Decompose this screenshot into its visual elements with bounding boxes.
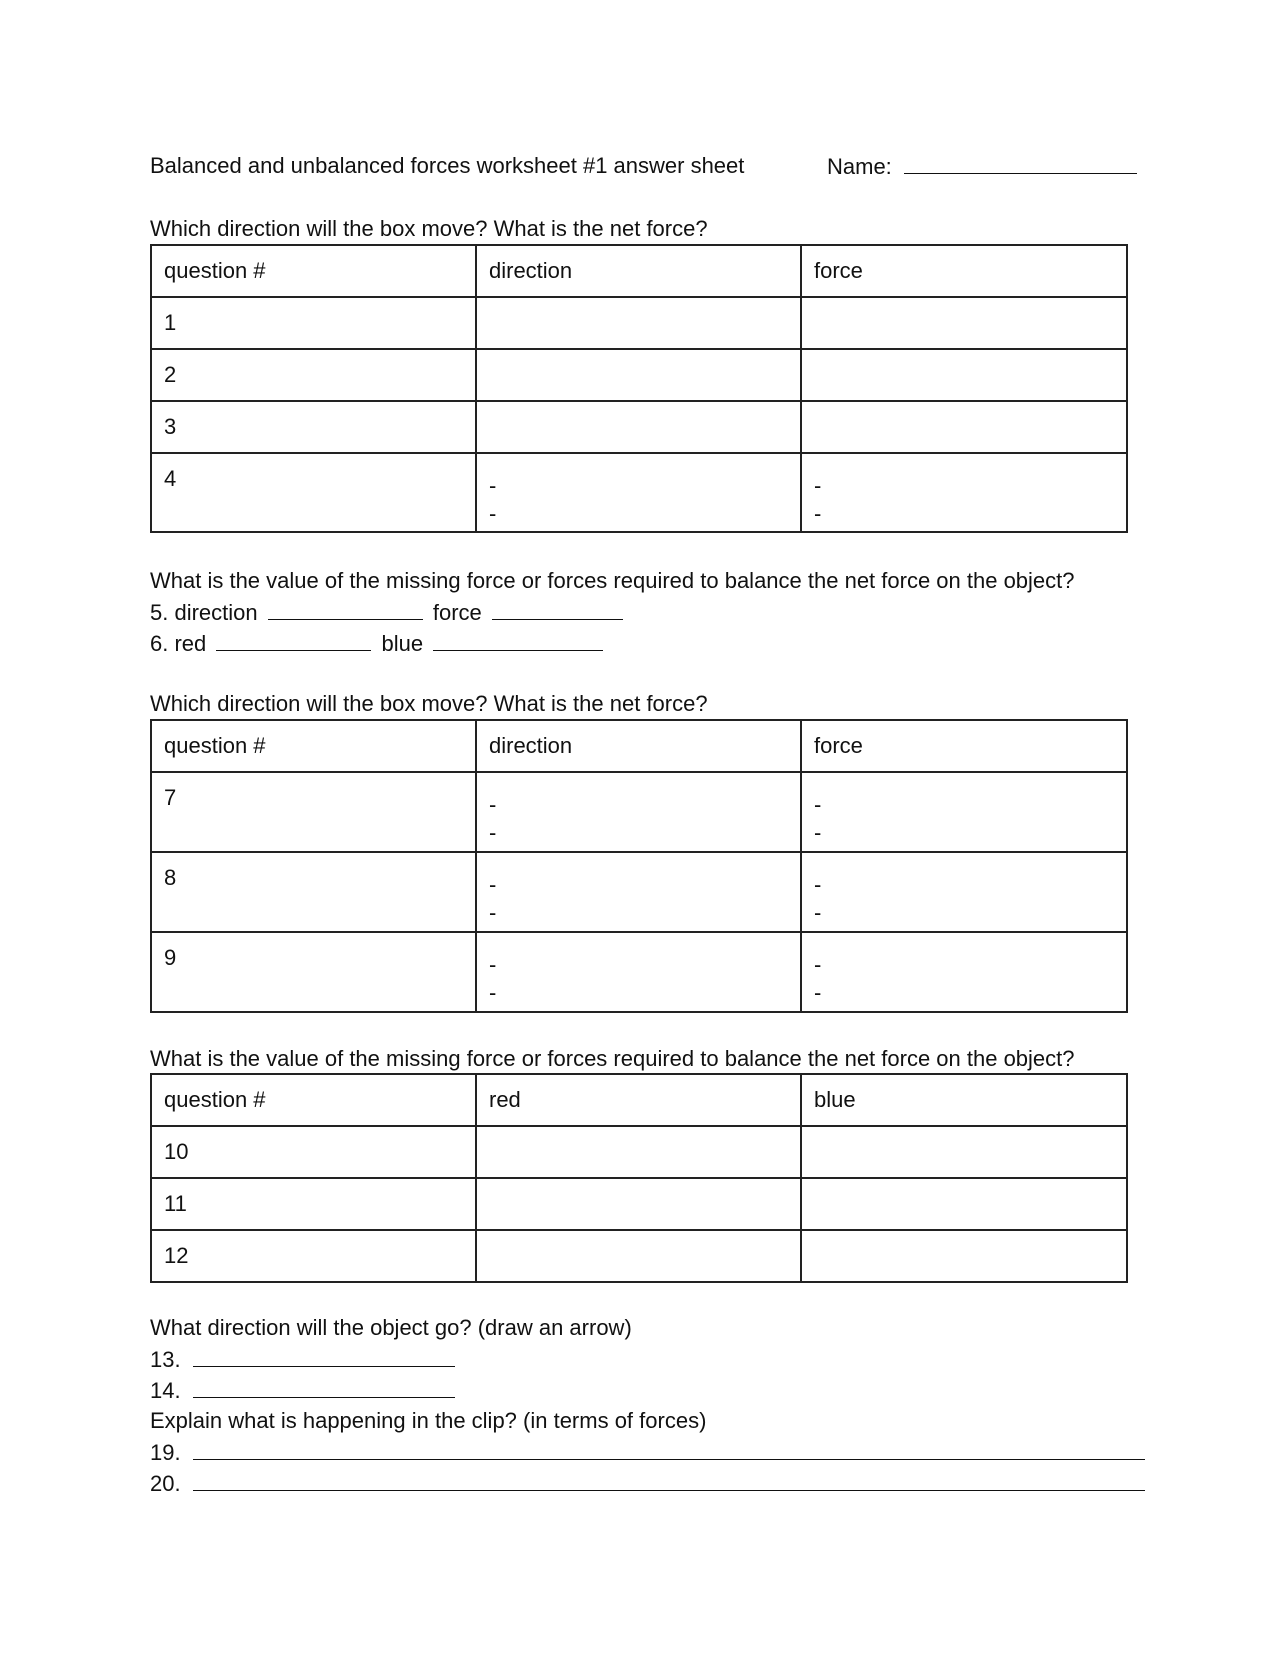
force-answer-cell[interactable] bbox=[801, 852, 1127, 932]
worksheet-title: Balanced and unbalanced forces worksheet #1 answer sheet bbox=[150, 153, 745, 178]
q5-force-blank[interactable] bbox=[492, 601, 623, 620]
name-blank[interactable] bbox=[904, 155, 1137, 174]
direction-answer-cell[interactable] bbox=[476, 772, 801, 852]
table-row bbox=[151, 401, 1127, 453]
q20-line bbox=[150, 1472, 1145, 1495]
force-answer-cell[interactable] bbox=[801, 349, 1127, 401]
q13-line bbox=[150, 1348, 455, 1371]
question-number: 11 bbox=[151, 1178, 476, 1230]
force-answer-cell[interactable] bbox=[801, 932, 1127, 1012]
q6-label: 6. red bbox=[150, 631, 207, 656]
question-number: 1 bbox=[151, 297, 476, 349]
force-answer-cell[interactable] bbox=[801, 297, 1127, 349]
q6-red-blank[interactable] bbox=[216, 632, 371, 651]
force-answer-cell[interactable] bbox=[801, 401, 1127, 453]
section5-prompt: What direction will the object go? (draw an arrow) bbox=[150, 1315, 632, 1340]
table-row bbox=[151, 349, 1127, 401]
missing-force-table bbox=[150, 1073, 1128, 1283]
dash-mark: - bbox=[489, 501, 497, 526]
table-header-row bbox=[151, 245, 1127, 297]
q19-line bbox=[150, 1441, 1145, 1464]
direction-answer-cell[interactable] bbox=[476, 453, 801, 532]
red-answer-cell[interactable] bbox=[476, 1126, 801, 1178]
header-question: question # bbox=[151, 245, 476, 297]
q6-blue-blank[interactable] bbox=[433, 632, 603, 651]
dash-mark: - bbox=[489, 900, 497, 925]
force-answer-cell[interactable] bbox=[801, 772, 1127, 852]
net-force-table-1 bbox=[150, 244, 1128, 533]
dash-mark: - bbox=[814, 820, 822, 845]
q20-blank[interactable] bbox=[193, 1472, 1145, 1491]
q5-force-label: force bbox=[432, 600, 482, 625]
header-question: question # bbox=[151, 1074, 476, 1126]
table-row bbox=[151, 1178, 1127, 1230]
blue-answer-cell[interactable] bbox=[801, 1126, 1127, 1178]
section6-prompt: Explain what is happening in the clip? (in terms of forces) bbox=[150, 1408, 707, 1433]
dash-mark: - bbox=[814, 501, 822, 526]
question-number: 4 bbox=[151, 453, 476, 532]
dash-mark: - bbox=[814, 980, 822, 1005]
section3-prompt: Which direction will the box move? What is the net force? bbox=[150, 691, 708, 716]
section2-prompt: What is the value of the missing force or forces required to balance the net force on the object? bbox=[150, 568, 1075, 593]
q19-label: 19. bbox=[150, 1440, 181, 1465]
table-row bbox=[151, 1126, 1127, 1178]
question-number: 2 bbox=[151, 349, 476, 401]
q13-label: 13. bbox=[150, 1347, 181, 1372]
q13-blank[interactable] bbox=[193, 1348, 455, 1367]
dash-mark: - bbox=[489, 473, 497, 498]
table-row bbox=[151, 932, 1127, 1012]
direction-answer-cell[interactable] bbox=[476, 401, 801, 453]
name-label: Name: bbox=[827, 154, 892, 179]
direction-answer-cell[interactable] bbox=[476, 852, 801, 932]
header-red: red bbox=[476, 1074, 801, 1126]
direction-answer-cell[interactable] bbox=[476, 349, 801, 401]
dash-mark: - bbox=[489, 792, 497, 817]
q14-label: 14. bbox=[150, 1378, 181, 1403]
name-field[interactable] bbox=[827, 155, 1137, 178]
dash-mark: - bbox=[814, 872, 822, 897]
q5-label: 5. direction bbox=[150, 600, 258, 625]
dash-mark: - bbox=[814, 792, 822, 817]
table-row bbox=[151, 1230, 1127, 1282]
section1-prompt: Which direction will the box move? What is the net force? bbox=[150, 216, 708, 241]
table-row bbox=[151, 453, 1127, 532]
dash-mark: - bbox=[489, 820, 497, 845]
table-header-row bbox=[151, 720, 1127, 772]
red-answer-cell[interactable] bbox=[476, 1230, 801, 1282]
table-row bbox=[151, 772, 1127, 852]
dash-mark: - bbox=[489, 872, 497, 897]
net-force-table-2 bbox=[150, 719, 1128, 1013]
question-number: 7 bbox=[151, 772, 476, 852]
force-answer-cell[interactable] bbox=[801, 453, 1127, 532]
blue-answer-cell[interactable] bbox=[801, 1230, 1127, 1282]
table-row bbox=[151, 297, 1127, 349]
red-answer-cell[interactable] bbox=[476, 1178, 801, 1230]
header-direction: direction bbox=[476, 720, 801, 772]
table-row bbox=[151, 852, 1127, 932]
question-number: 3 bbox=[151, 401, 476, 453]
header-force: force bbox=[801, 245, 1127, 297]
question-number: 8 bbox=[151, 852, 476, 932]
table-header-row bbox=[151, 1074, 1127, 1126]
dash-mark: - bbox=[814, 473, 822, 498]
section4-prompt: What is the value of the missing force or forces required to balance the net force on the object? bbox=[150, 1046, 1075, 1071]
q14-line bbox=[150, 1379, 455, 1402]
dash-mark: - bbox=[489, 952, 497, 977]
header-question: question # bbox=[151, 720, 476, 772]
q19-blank[interactable] bbox=[193, 1441, 1145, 1460]
q14-blank[interactable] bbox=[193, 1379, 455, 1398]
q5-line bbox=[150, 601, 623, 624]
header-direction: direction bbox=[476, 245, 801, 297]
blue-answer-cell[interactable] bbox=[801, 1178, 1127, 1230]
question-number: 10 bbox=[151, 1126, 476, 1178]
header-blue: blue bbox=[801, 1074, 1127, 1126]
q6-blue-label: blue bbox=[381, 631, 424, 656]
dash-mark: - bbox=[814, 952, 822, 977]
direction-answer-cell[interactable] bbox=[476, 297, 801, 349]
question-number: 9 bbox=[151, 932, 476, 1012]
q20-label: 20. bbox=[150, 1471, 181, 1496]
q6-line bbox=[150, 632, 603, 655]
question-number: 12 bbox=[151, 1230, 476, 1282]
header-force: force bbox=[801, 720, 1127, 772]
direction-answer-cell[interactable] bbox=[476, 932, 801, 1012]
dash-mark: - bbox=[489, 980, 497, 1005]
dash-mark: - bbox=[814, 900, 822, 925]
q5-direction-blank[interactable] bbox=[268, 601, 423, 620]
